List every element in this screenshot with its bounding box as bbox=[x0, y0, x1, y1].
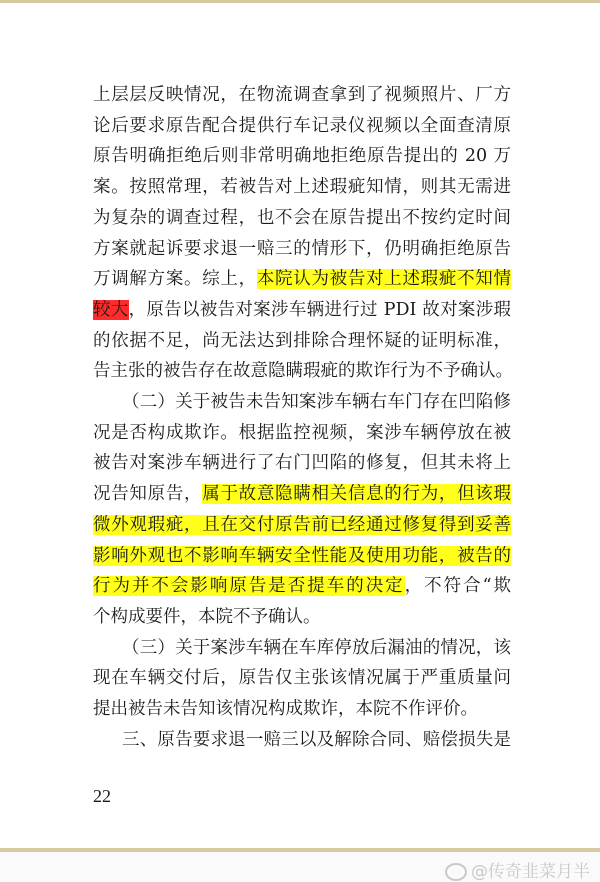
text-line bbox=[93, 234, 511, 264]
text-segment: 论后要求原告配合提供行车记录仪视频以全面查清原 bbox=[93, 115, 511, 136]
text-segment: 况是否构成欺诈。根据监控视频，案涉车辆停放在被 bbox=[93, 422, 511, 443]
text-line bbox=[93, 80, 511, 110]
page-number: 22 bbox=[93, 786, 111, 806]
watermark bbox=[445, 857, 590, 882]
text-line bbox=[93, 295, 511, 325]
text-segment: 个构成要件，本院不予确认。 bbox=[93, 606, 321, 627]
text-line bbox=[93, 571, 511, 601]
text-line bbox=[93, 203, 511, 233]
highlighted-text-yellow: 属于故意隐瞒相关信息的行为，但该瑕 bbox=[93, 484, 511, 509]
text-line bbox=[93, 418, 511, 448]
highlighted-text-yellow: 微外观瑕疵，且在交付原告前已经通过修复得到妥善 bbox=[93, 515, 511, 540]
highlighted-text-yellow: 行为并不会影响原告是否提车的决定 bbox=[93, 576, 405, 597]
watermark-text: @传奇韭菜月半 bbox=[471, 862, 590, 882]
text-segment: 被告对案涉车辆进行了右门凹陷的修复，但其未将上 bbox=[93, 453, 511, 474]
text-line bbox=[93, 141, 511, 171]
text-line bbox=[122, 725, 511, 755]
text-line bbox=[93, 663, 511, 693]
text-segment: 现在车辆交付后，原告仅主张该情况属于严重质量问 bbox=[93, 668, 511, 689]
text-line bbox=[93, 602, 511, 632]
text-line bbox=[93, 541, 511, 571]
highlighted-text-yellow: 影响外观也不影响车辆安全性能及使用功能，被告的 bbox=[93, 546, 511, 571]
text-line bbox=[93, 510, 511, 540]
text-segment: 为复杂的调查过程，也不会在原告提出不按约定时间 bbox=[93, 207, 511, 228]
text-line bbox=[93, 448, 511, 478]
text-segment: 案。按照常理，若被告对上述瑕疵知情，则其无需进 bbox=[93, 177, 511, 198]
text-line bbox=[93, 264, 511, 294]
page-top-border bbox=[0, 0, 600, 3]
text-segment: 提出被告未告知该情况构成欺诈，本院不作评价。 bbox=[93, 699, 478, 719]
text-segment: 的依据不足，尚无法达到排除合理怀疑的证明标准， bbox=[93, 330, 511, 351]
text-segment: （三）关于案涉车辆在车库停放后漏油的情况，该 bbox=[122, 637, 511, 658]
text-line bbox=[93, 326, 511, 356]
text-segment: 方案就起诉要求退一赔三的情形下，仍明确拒绝原告 bbox=[93, 238, 511, 259]
weibo-logo-icon bbox=[445, 863, 467, 881]
text-segment: 三、原告要求退一赔三以及解除合同、赔偿损失是 bbox=[122, 729, 511, 750]
text-line bbox=[93, 694, 511, 724]
highlighted-text-yellow: 本院认为被告对上述瑕疵不知情 bbox=[93, 269, 511, 294]
text-segment: 况告知原告， bbox=[93, 484, 203, 505]
text-line bbox=[93, 479, 511, 509]
text-segment: 告主张的被告存在故意隐瞒瑕疵的欺诈行为不予确认。 bbox=[93, 361, 513, 382]
text-segment: ，不符合“欺 bbox=[404, 576, 511, 597]
highlighted-text-red: 较大 bbox=[93, 299, 129, 320]
text-segment: ，原告以被告对案涉车辆进行过 PDI 故对案涉瑕 bbox=[128, 299, 511, 320]
text-segment: 原告明确拒绝后则非常明确地拒绝原告提出的 20 万 bbox=[93, 146, 511, 167]
text-line bbox=[122, 387, 511, 417]
text-line bbox=[93, 172, 511, 202]
text-line bbox=[122, 633, 511, 663]
text-segment: 上层层反映情况，在物流调查拿到了视频照片、厂方 bbox=[93, 85, 511, 105]
text-line bbox=[93, 356, 511, 386]
text-line bbox=[93, 111, 511, 141]
text-segment: 万调解方案。综上， bbox=[93, 269, 257, 290]
text-segment: （二）关于被告未告知案涉车辆右车门存在凹陷修 bbox=[122, 392, 511, 412]
